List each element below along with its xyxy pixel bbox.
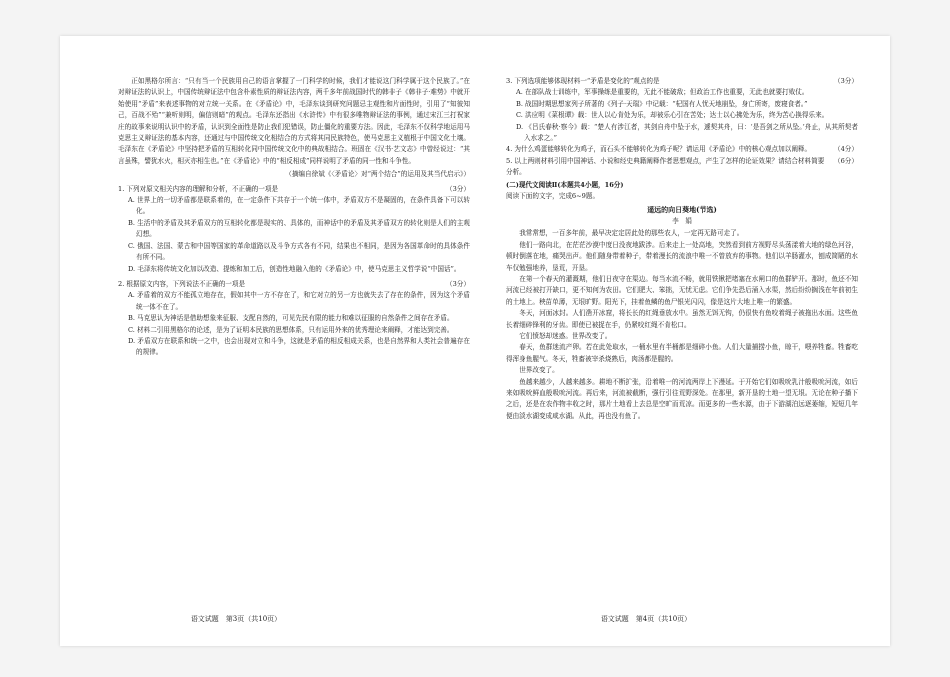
question-1-option-c: C. 俄国、法国、蒙古和中国等国家的革命道路以及斗争方式各有不同，结果也不相同，是因为各国革命时的具体条件有所不同。 (128, 241, 470, 262)
question-2-option-b: B. 马克思认为神话是借助想象来征服、支配自然的，可见先民有限的能力和难以征服的自然条件之间存在矛盾。 (128, 314, 454, 323)
question-4-stem: 4. 为什么鸡蛋能够转化为鸡子，而石头不能够转化为鸡子呢？请运用《矛盾论》中的核心观点加以阐释。 (506, 145, 812, 154)
question-5 (506, 156, 858, 179)
question-2-points: （3分） (446, 279, 470, 288)
question-3-option-c: C. 洪应明《菜根谭》载：世人以心肯处为乐，却被乐心引在苦处；达士以心拂处为乐，终为苦心换得乐来。 (516, 111, 829, 120)
question-1-option-d: D. 毛泽东将传统文化加以改造、提炼和加工后，创造性地融入他的《矛盾论》中，使马克思主义哲学说“中国话”。 (128, 264, 461, 273)
right-page (506, 76, 858, 422)
question-3-points: （3分） (834, 77, 858, 85)
question-2-stem: 2. 根据原文内容，下列说法不正确的一项是 (118, 279, 246, 288)
question-3-stem: 3. 下列选项能够体现材料一“矛盾是变化的”观点的是 (506, 77, 660, 85)
source-citation: （摘编自徐斌《〈矛盾论〉对“两个结合”的运用及其当代启示》） (285, 170, 470, 179)
passage-paragraph: 我常常想，一百多年前，最早决定定居此处的那些农人，一定再无路可走了。 (519, 229, 744, 238)
question-5-points: （6分） (834, 156, 858, 165)
passage-paragraph: 它们愤怒却迷惑。世界改变了。 (519, 331, 612, 340)
question-3-option-a: A. 在部队战士训练中，军事操练是重要的，无此不能破敌；但政治工作也重要，无此也就要打败仗。 (516, 88, 809, 97)
exam-spread (60, 36, 890, 646)
passage-paragraph: 世界改变了。 (519, 366, 559, 375)
left-page (118, 76, 470, 359)
page-footer-left: 语文试题 第3页（共10页） (190, 615, 282, 623)
question-4-points: （4分） (834, 145, 858, 154)
passage-author: 李 娟 (672, 216, 692, 225)
question-2-option-a: A. 矛盾着的双方不能孤立地存在，假如其中一方不存在了，和它对立的另一方也就失去了存在的条件，因为这个矛盾统一体不在了。 (128, 291, 470, 311)
passage-paragraph: 他们一路向北，在茫茫沙漠中度日没夜地跋涉。后来走上一处高地，突然看到前方视野尽头荡漾着大地的绿色河谷，顿时倒落在地，痛哭出声。他们随身带着种子，带着漫长的流浪中唯一不曾放弃的事物。他们以羊肠灌水，刨成简陋的水车仅勉强地养，垦荒，开垦。 (506, 240, 858, 272)
page-footer-right: 语文试题 第4页（共10页） (600, 615, 692, 623)
question-1-option-a: A. 世界上的一切矛盾都是联系着的，在一定条件下共存于一个统一体中，矛盾双方不是凝固的，在条件具备下可以转化。 (128, 196, 470, 216)
left-paragraph: 正如黑格尔所言：“只有当一个民族用自己的语言掌握了一门科学的时候，我们才能说这门科学属于这个民族了。”在对辩证法的认识上，中国传统辩证法中包含朴素性质的辩证法内容，两千多年前战国时代的韩非子《韩非子·难势》中就开始使用“矛盾”来表述事物的对立统一关系。在《矛盾论》中，毛泽东谈到研究问题忌主观性和片面性时，引用了“知彼知己，百战不殆”“兼听则明，偏信则暗”的观点。毛泽东还指出《水浒传》中有很多唯物辩证法的事例，通过宋江三打祝家庄的故事来说明认识中的矛盾，认识到全面性是防止我们犯错误，防止僵化的重要方法。因此，毛泽东不仅科学地运用马克思主义辩证法的基本内容，还通过与中国传统文化相结合的方式将其同民族特色，使马克思主义植根于中国文化土壤。毛泽东在《矛盾论》中坚持把矛盾的互相转化同中国传统文化中的典故相结合。班固在《汉书·艺文志》中曾经说过：“其言虽殊，譬犹水火，相灭亦相生也。”在《矛盾论》中的“相反相成”同样说明了矛盾的同一性和斗争性。 (118, 77, 470, 165)
reading-instruction: 阅读下面的文字，完成6~9题。 (506, 192, 600, 201)
question-5-stem: 5. 以上两则材料引用中国神话、小说和经史典籍阐释作者思想观点，产生了怎样的论证效果？请结合材料简要分析。 (506, 156, 825, 177)
question-4 (506, 144, 858, 155)
question-3 (506, 76, 858, 144)
question-3-option-b: B. 战国时期思想家列子所著的《列子·天瑞》中记载：“杞国有人忧天地崩坠，身亡所寄，废寝食者。” (516, 99, 808, 108)
passage-paragraph: 鱼越来越少，人越来越多。耕地不断扩张，沿着唯一的河流两岸上下漫延。于开始它们如吸吮乳汁般吸吮河流，如后来如吸吮鲜血般吸吮河流。再后来，河流被截断，强行引往荒野深处。在那里，新开垦的土地一望无垠。无论在种子播下之后，还是在农作物丰收之时，那片土地看上去总是空旷而荒凉。而更多的一些水源，由于下游湖泊远逐萎缩，短短几年便由淡水湖变成咸水湖。从此，再也没有鱼了。 (506, 377, 858, 420)
question-1-option-b: B. 生活中的矛盾及其矛盾双方的互相转化都是现实的、具体的，而神话中的矛盾及其矛盾双方的转化则是人们的主观幻想。 (128, 218, 470, 239)
passage-paragraph: 冬天，河面冰封。人们凿开冰窟，将长长的红绳垂放水中。虽然无饵无钩，仍很快有鱼咬着绳子被拖出水面。这些鱼长着细碎锋利的牙齿。即使已被捉在手，仍紧咬红绳不肯松口。 (506, 309, 858, 329)
question-2-option-d: D. 矛盾双方在联系和统一之中，也会出现对立和斗争，这就是矛盾的相反相成关系，也是自然界和人类社会普遍存在的规律。 (128, 336, 470, 357)
passage-paragraph: 在第一个春天的灌溉期，他们日夜守在渠边。每当水流不畅，就用铁锹把堵塞在水闸口的鱼群铲开。那时，鱼还不知河流已经被打开缺口，更不知何为农田。它们肥大、笨拙，无忧无虑。它们争先恐后涌入水渠，然后纷纷搁浅在年前初生的土地上。秧苗单薄，无垠旷野。阳光下，挂着鱼鳞的鱼尸银光闪闪，像是这片大地上唯一的繁盛。 (506, 274, 858, 306)
question-2-option-c: C. 材料二引用黑格尔的论述，是为了证明本民族的思想体系，只有运用外来的优秀理论来阐释，才能达到完善。 (128, 325, 454, 334)
question-1 (118, 184, 470, 275)
question-1-stem: 1. 下列对原文相关内容的理解和分析，不正确的一项是 (118, 184, 279, 193)
question-3-option-d: D. 《吕氏春秋·察今》载：“楚人有涉江者，其剑自舟中坠于水，遽契其舟，曰：‘是吾剑之所从坠。’舟止，从其所契者入水求之。” (516, 122, 858, 143)
section-heading: (二)现代文阅读Ⅱ(本题共4小题，16分) (506, 180, 624, 189)
question-2 (118, 279, 470, 359)
question-1-points: （3分） (446, 184, 470, 193)
passage-paragraph: 春天，鱼群迷流产卵。若在此处取水，一桶水里有半桶都是细碎小鱼。人们大量捕捞小鱼，晾干，喂养牲畜。牲畜吃得浑身鱼腥气。冬天，牲畜被宰杀烧熟后，肉汤都是腥的。 (506, 343, 858, 363)
passage-title: 遥远的向日葵地(节选) (647, 205, 717, 215)
